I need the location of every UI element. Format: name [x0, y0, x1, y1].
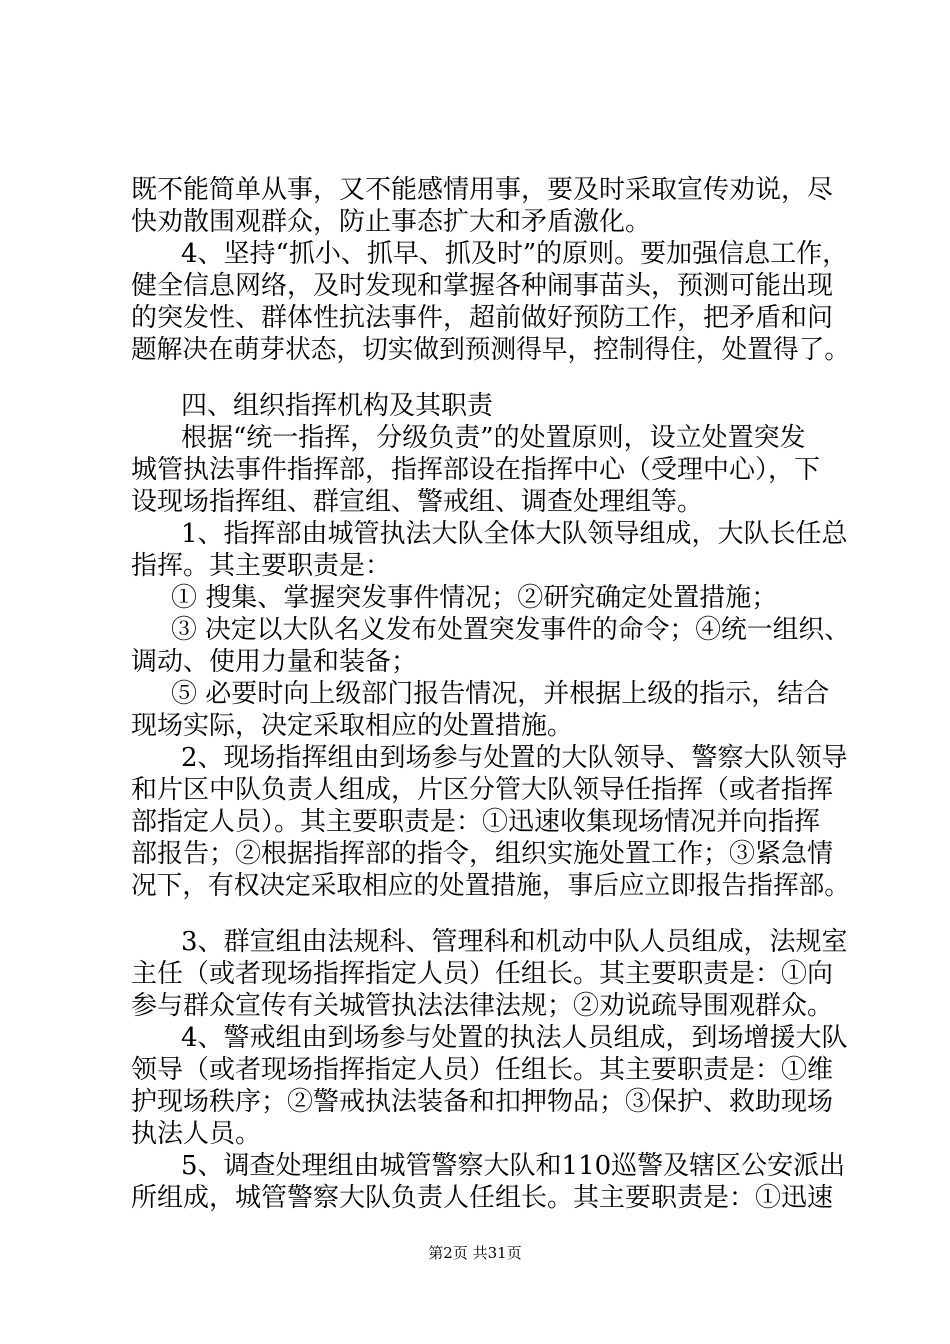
page-number-label: 第2页 共31页 [428, 1244, 522, 1262]
text-line: 部报告；②根据指挥部的指令，组织实施处置工作；③紧急情 [131, 839, 834, 869]
text-line: 现场实际，决定采取相应的处置措施。 [131, 711, 574, 741]
text-line: 快劝散围观群众，防止事态扩大和矛盾激化。 [131, 207, 652, 237]
text-line: 领导（或者现场指挥指定人员）任组长。其主要职责是：①维 [131, 1055, 834, 1085]
page-footer [0, 1243, 950, 1263]
text-line: 4、警戒组由到场参与处置的执法人员组成，到场增援大队 [181, 1023, 848, 1053]
text-line: 参与群众宣传有关城管执法法律法规；②劝说疏导围观群众。 [131, 991, 834, 1021]
text-line: 和片区中队负责人组成，片区分管大队领导任指挥（或者指挥 [131, 775, 834, 805]
text-line: 健全信息网络，及时发现和掌握各种闹事苗头，预测可能出现 [131, 271, 834, 301]
text-line: ③ 决定以大队名义发布处置突发事件的命令；④统一组织、 [171, 615, 850, 645]
text-line: 所组成，城管警察大队负责人任组长。其主要职责是：①迅速 [131, 1183, 834, 1213]
text-line: 设现场指挥组、群宣组、警戒组、调查处理组等。 [131, 487, 704, 517]
text-line: 5、调查处理组由城管警察大队和110巡警及辖区公安派出 [181, 1151, 846, 1181]
section-heading: 四、组织指挥机构及其职责 [181, 391, 494, 421]
text-line: 既不能简单从事，又不能感情用事，要及时采取宣传劝说，尽 [131, 175, 834, 205]
text-line: 主任（或者现场指挥指定人员）任组长。其主要职责是：①向 [131, 959, 834, 989]
text-line: 根据“统一指挥，分级负责”的处置原则，设立处置突发 [181, 423, 806, 453]
text-line: ⑤ 必要时向上级部门报告情况，并根据上级的指示，结合 [171, 679, 830, 709]
text-line: 指挥。其主要职责是： [131, 551, 392, 581]
text-line: 2、现场指挥组由到场参与处置的大队领导、警察大队领导 [181, 743, 848, 773]
text-line: 1、指挥部由城管执法大队全体大队领导组成，大队长任总 [181, 519, 848, 549]
text-line: 调动、使用力量和装备； [131, 647, 418, 677]
text-line: ① 搜集、掌握突发事件情况；②研究确定处置措施； [171, 583, 778, 613]
text-line: 执法人员。 [131, 1119, 262, 1149]
text-line: 4、坚持“抓小、抓早、抓及时”的原则。要加强信息工作， [181, 239, 849, 269]
text-line: 护现场秩序；②警戒执法装备和扣押物品；③保护、救助现场 [131, 1087, 834, 1117]
text-line: 的突发性、群体性抗法事件，超前做好预防工作，把矛盾和问 [131, 303, 834, 333]
text-line: 城管执法事件指挥部，指挥部设在指挥中心（受理中心），下 [131, 455, 821, 485]
text-line: 部指定人员）。其主要职责是：①迅速收集现场情况并向指挥 [131, 807, 821, 837]
text-line: 3、群宣组由法规科、管理科和机动中队人员组成，法规室 [181, 927, 848, 957]
text-line: 题解决在萌芽状态，切实做到预测得早，控制得住，处置得了。 [131, 335, 850, 365]
text-line: 况下，有权决定采取相应的处置措施，事后应立即报告指挥部。 [131, 871, 850, 901]
